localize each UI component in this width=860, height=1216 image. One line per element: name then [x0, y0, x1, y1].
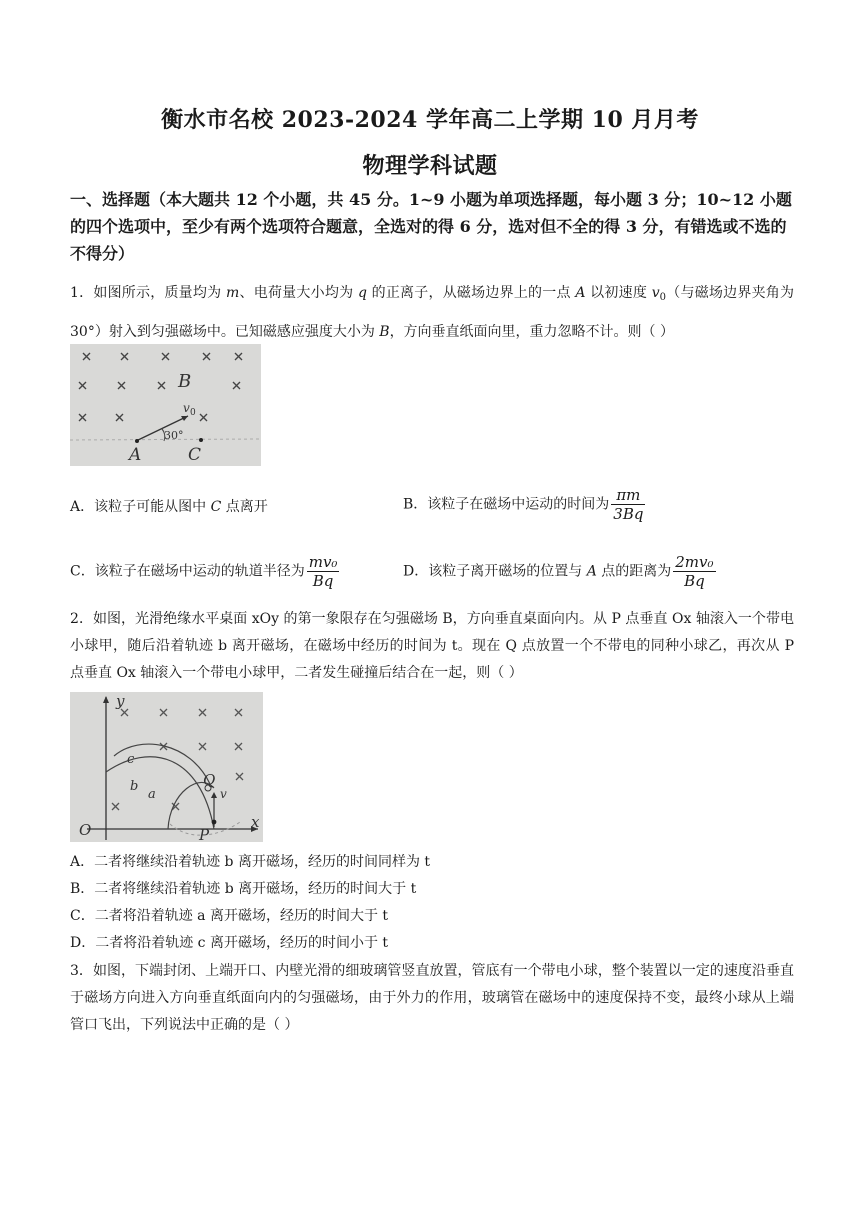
section-heading: 一、选择题（本大题共 12 个小题，共 45 分。1~9 小题为单项选择题，每小题 3 分；10~12 小题的四个选项中，至少有两个选项符合题意，全选对的得 6 分，选对但不全的得 3 分，有错选或不选的不得分）	[70, 190, 792, 263]
field-crosses	[79, 353, 242, 421]
q2-option-c: C．二者将沿着轨迹 a 离开磁场，经历的时间大于 t	[70, 908, 389, 924]
label-angle: 30°	[164, 429, 184, 442]
q1-option-d: D．该粒子离开磁场的位置与 A 点的距离为 $\frac{\text{2mv₀}}{Bq}$	[403, 553, 714, 590]
label-v: v	[220, 787, 227, 801]
label-v0: v	[183, 401, 190, 415]
q1-option-c: C．该粒子在磁场中运动的轨道半径为 $\frac{\text{mv₀}}{Bq}$	[70, 553, 338, 590]
figure-q2-trajectories	[70, 692, 263, 842]
q2-option-b: B．二者将继续沿着轨迹 b 离开磁场，经历的时间大于 t	[70, 881, 417, 897]
label-x: x	[251, 813, 260, 831]
label-a: a	[148, 787, 156, 802]
q1-option-b: B．该粒子在磁场中运动的时间为 $\frac{\pi m}{3Bq}$	[403, 486, 644, 523]
exam-subtitle: 物理学科试题	[362, 153, 498, 179]
fraction-mv0-Bq: $\frac{\text{mv₀}}{Bq}$	[308, 553, 338, 590]
label-B: B	[178, 371, 192, 392]
fraction-pi-m-3Bq: $\frac{\pi m}{3Bq}$	[613, 486, 644, 523]
q2-option-a: A．二者将继续沿着轨迹 b 离开磁场，经历的时间同样为 t	[70, 854, 431, 870]
exam-title: 衡水市名校 2023-2024 学年高二上学期 10 月月考	[161, 107, 699, 133]
question-2-stem: 2．如图，光滑绝缘水平桌面 xOy 的第一象限存在匀强磁场 B，方向垂直桌面向内。从 P 点垂直 Ox 轴滚入一个带电小球甲，随后沿着轨迹 b 离开磁场，在磁场中经历的时间为 t。现在 Q 点放置一个不带电的同种小球乙，再次从 P 点垂直 Ox 轴滚入一个带电小球甲，二者发生碰撞后结合在一起，则（ ）	[70, 611, 794, 681]
label-P: P	[199, 826, 210, 842]
label-b: b	[130, 779, 139, 794]
fraction-2mv0-Bq: $\frac{\text{2mv₀}}{Bq}$	[675, 553, 714, 590]
figure-q1-drawing	[70, 344, 261, 466]
label-A: A	[129, 445, 142, 465]
q1-option-a: A．该粒子可能从图中 C 点离开	[70, 499, 268, 515]
label-c: c	[127, 752, 135, 767]
figure-q1-magnetic-field	[70, 344, 261, 466]
label-v0-sub: 0	[190, 408, 196, 418]
q2-option-d: D．二者将沿着轨迹 c 离开磁场，经历的时间小于 t	[70, 935, 389, 951]
trajectory-b	[106, 757, 214, 829]
question-3-stem: 3．如图，下端封闭、上端开口、内壁光滑的细玻璃管竖直放置，管底有一个带电小球，整个装置以一定的速度沿垂直于磁场方向进入方向垂直纸面向内的匀强磁场，由于外力的作用，玻璃管在磁场中的速度保持不变，最终小球从上端管口飞出，下列说法中正确的是（ ）	[70, 963, 794, 1033]
label-Q: Q	[203, 771, 216, 789]
label-y: y	[116, 692, 125, 710]
question-1-stem: 1．如图所示，质量均为 m、电荷量大小均为 q 的正离子，从磁场边界上的一点 A 以初速度 $v_0$（与磁场边界夹角为30°）射入到匀强磁场中。已知磁感应强度大小为 B，方向垂直纸面向里，重力忽略不计。则（ ）	[70, 285, 795, 340]
label-C: C	[188, 445, 202, 465]
figure-q2-drawing	[70, 692, 263, 842]
label-O: O	[79, 821, 92, 839]
